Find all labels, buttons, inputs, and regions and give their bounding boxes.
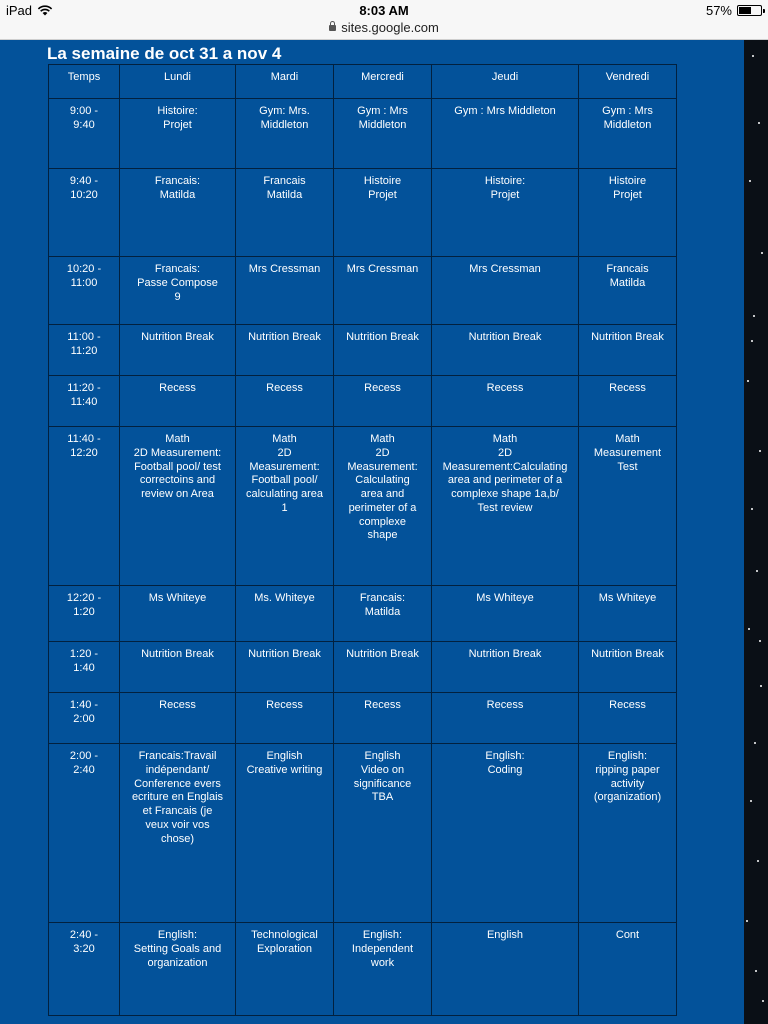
class-label: English Video on significance TBA bbox=[353, 750, 412, 804]
status-right bbox=[706, 3, 762, 18]
class-label: English: ripping paper activity (organization) bbox=[593, 750, 662, 804]
class-label: Recess bbox=[159, 382, 196, 394]
battery-icon bbox=[737, 5, 762, 16]
time-label: 9:40 - 10:20 bbox=[69, 175, 99, 201]
class-label: Gym : Mrs Middleton bbox=[602, 105, 653, 131]
column-header bbox=[120, 65, 236, 99]
class-label: Recess bbox=[266, 699, 303, 711]
column-header-label: Mardi bbox=[270, 71, 299, 83]
class-cell bbox=[334, 586, 432, 642]
class-label: Ms Whiteye bbox=[598, 592, 657, 604]
class-label: Ms Whiteye bbox=[148, 592, 207, 604]
schedule-row bbox=[49, 642, 677, 693]
class-cell bbox=[334, 99, 432, 169]
class-label: Nutrition Break bbox=[468, 648, 542, 660]
battery-fill bbox=[739, 7, 751, 14]
schedule-row bbox=[49, 923, 677, 1016]
class-cell bbox=[334, 693, 432, 744]
star bbox=[759, 450, 761, 452]
class-label: Histoire: Projet bbox=[157, 105, 198, 131]
class-cell bbox=[236, 642, 334, 693]
header-row bbox=[49, 65, 677, 99]
class-label: Gym : Mrs Middleton bbox=[454, 105, 556, 117]
class-label: Ms Whiteye bbox=[476, 592, 534, 604]
class-cell bbox=[432, 744, 579, 923]
class-label: English: Setting Goals and organization bbox=[133, 929, 222, 969]
class-label: Gym: Mrs. Middleton bbox=[259, 105, 310, 131]
class-cell bbox=[120, 376, 236, 427]
time-label: 11:00 - 11:20 bbox=[67, 331, 101, 357]
class-label: Nutrition Break bbox=[591, 331, 664, 343]
schedule-row bbox=[49, 586, 677, 642]
class-label: Cont bbox=[615, 929, 640, 941]
time-cell bbox=[49, 99, 120, 169]
column-header-label: Vendredi bbox=[605, 71, 650, 83]
class-cell bbox=[236, 376, 334, 427]
time-cell bbox=[49, 169, 120, 257]
class-label: Ms. Whiteye bbox=[254, 592, 315, 604]
class-label: English: Coding bbox=[485, 750, 525, 776]
star bbox=[761, 252, 763, 254]
class-cell bbox=[432, 642, 579, 693]
class-label: Histoire Projet bbox=[363, 175, 402, 201]
class-label: Gym : Mrs Middleton bbox=[357, 105, 408, 131]
class-label: English: Independent work bbox=[351, 929, 414, 969]
class-cell bbox=[120, 642, 236, 693]
class-label: Recess bbox=[364, 382, 401, 394]
class-cell bbox=[334, 642, 432, 693]
class-cell bbox=[334, 169, 432, 257]
class-label: Math 2D Measurement: Football pool/ test correctoins and review on Area bbox=[133, 433, 222, 500]
time-cell bbox=[49, 427, 120, 586]
class-cell bbox=[120, 693, 236, 744]
class-cell bbox=[334, 744, 432, 923]
class-label: English bbox=[486, 929, 524, 941]
class-cell bbox=[120, 257, 236, 325]
class-cell bbox=[120, 744, 236, 923]
class-cell bbox=[579, 169, 677, 257]
column-header bbox=[432, 65, 579, 99]
class-label: Mrs Cressman bbox=[469, 263, 541, 275]
star bbox=[746, 920, 748, 922]
url-bar[interactable] bbox=[0, 20, 768, 40]
class-label: Recess bbox=[159, 699, 196, 711]
class-label: Nutrition Break bbox=[346, 648, 419, 660]
class-cell bbox=[120, 586, 236, 642]
class-label: Math 2D Measurement: Calculating area and perimeter of a complexe shape bbox=[347, 433, 418, 542]
class-cell bbox=[579, 257, 677, 325]
star bbox=[759, 640, 761, 642]
time-label: 10:20 - 11:00 bbox=[66, 263, 102, 289]
class-cell bbox=[579, 376, 677, 427]
class-label: Francais:Travail indépendant/ Conference evers ecriture en Englais et Francais (je veux voir vos chose) bbox=[131, 750, 224, 845]
page-content bbox=[0, 40, 768, 1024]
class-cell bbox=[579, 642, 677, 693]
class-label: Recess bbox=[609, 699, 646, 711]
time-label: 12:20 - 1:20 bbox=[66, 592, 102, 618]
time-cell bbox=[49, 257, 120, 325]
page-title: La semaine de oct 31 a nov 4 bbox=[47, 44, 282, 63]
star bbox=[758, 122, 760, 124]
star bbox=[755, 970, 757, 972]
time-cell bbox=[49, 376, 120, 427]
class-cell bbox=[432, 325, 579, 376]
time-cell bbox=[49, 586, 120, 642]
schedule-row bbox=[49, 99, 677, 169]
class-cell bbox=[236, 427, 334, 586]
class-label: Francais: Passe Compose 9 bbox=[137, 263, 218, 303]
time-label: 11:40 - 12:20 bbox=[67, 433, 101, 459]
time-cell bbox=[49, 744, 120, 923]
url-domain[interactable]: sites.google.com bbox=[341, 20, 439, 35]
star bbox=[748, 628, 750, 630]
schedule-row bbox=[49, 427, 677, 586]
time-label: 1:20 - 1:40 bbox=[69, 648, 99, 674]
column-header-label: Lundi bbox=[164, 71, 191, 83]
class-label: Recess bbox=[266, 382, 303, 394]
time-cell bbox=[49, 325, 120, 376]
class-cell bbox=[120, 427, 236, 586]
class-cell bbox=[236, 586, 334, 642]
clock: 8:03 AM bbox=[359, 3, 409, 18]
class-label: Histoire: Projet bbox=[484, 175, 526, 201]
status-bar bbox=[0, 0, 768, 20]
star bbox=[750, 800, 752, 802]
class-cell bbox=[432, 427, 579, 586]
class-label: Francais: Matilda bbox=[359, 592, 406, 618]
class-cell bbox=[432, 693, 579, 744]
class-cell bbox=[236, 693, 334, 744]
star bbox=[762, 1000, 764, 1002]
class-cell bbox=[579, 744, 677, 923]
column-header bbox=[236, 65, 334, 99]
class-cell bbox=[432, 257, 579, 325]
class-label: Nutrition Break bbox=[346, 331, 419, 343]
class-cell bbox=[579, 693, 677, 744]
class-cell bbox=[120, 325, 236, 376]
class-label: Nutrition Break bbox=[468, 331, 542, 343]
star bbox=[751, 508, 753, 510]
class-label: Math 2D Measurement:Calculating area and perimeter of a complexe shape 1a,b/ Test review bbox=[442, 433, 568, 514]
class-cell bbox=[579, 586, 677, 642]
class-label: Recess bbox=[486, 382, 524, 394]
class-label: Mrs Cressman bbox=[346, 263, 419, 275]
class-cell bbox=[334, 427, 432, 586]
star bbox=[756, 570, 758, 572]
class-label: Nutrition Break bbox=[248, 331, 321, 343]
class-label: Francais Matilda bbox=[606, 263, 649, 289]
time-cell bbox=[49, 923, 120, 1016]
class-cell bbox=[432, 169, 579, 257]
class-cell bbox=[120, 923, 236, 1016]
class-label: Recess bbox=[364, 699, 401, 711]
class-label: Math Measurement Test bbox=[593, 433, 662, 473]
class-label: Nutrition Break bbox=[591, 648, 664, 660]
battery-percent: 57% bbox=[705, 3, 732, 18]
class-cell bbox=[579, 325, 677, 376]
star bbox=[753, 315, 755, 317]
schedule-row bbox=[49, 693, 677, 744]
device-label: iPad bbox=[6, 3, 33, 18]
class-label: Nutrition Break bbox=[248, 648, 321, 660]
starfield-background bbox=[744, 40, 768, 1024]
star bbox=[752, 55, 754, 57]
time-cell bbox=[49, 693, 120, 744]
class-cell bbox=[334, 325, 432, 376]
class-label: Francais: Matilda bbox=[154, 175, 201, 201]
class-cell bbox=[120, 99, 236, 169]
time-label: 2:00 - 2:40 bbox=[69, 750, 99, 776]
class-cell bbox=[236, 923, 334, 1016]
class-cell bbox=[579, 99, 677, 169]
class-cell bbox=[236, 744, 334, 923]
schedule-row bbox=[49, 257, 677, 325]
class-cell bbox=[334, 376, 432, 427]
class-cell bbox=[579, 923, 677, 1016]
class-cell bbox=[120, 169, 236, 257]
class-cell bbox=[236, 325, 334, 376]
schedule-row bbox=[49, 744, 677, 923]
star bbox=[747, 380, 749, 382]
lock-icon bbox=[329, 25, 336, 31]
class-label: Francais Matilda bbox=[263, 175, 306, 201]
schedule-row bbox=[49, 376, 677, 427]
class-cell bbox=[236, 257, 334, 325]
star bbox=[749, 180, 751, 182]
column-header-label: Mercredi bbox=[361, 71, 404, 83]
class-cell bbox=[432, 99, 579, 169]
time-label: 1:40 - 2:00 bbox=[69, 699, 99, 725]
class-label: Nutrition Break bbox=[141, 648, 214, 660]
class-label: Recess bbox=[486, 699, 524, 711]
class-cell bbox=[432, 923, 579, 1016]
class-cell bbox=[432, 376, 579, 427]
column-header bbox=[579, 65, 677, 99]
column-header-label: Jeudi bbox=[491, 71, 519, 83]
class-label: English Creative writing bbox=[246, 750, 323, 776]
column-header-label: Temps bbox=[67, 71, 101, 83]
star bbox=[757, 860, 759, 862]
time-label: 9:00 - 9:40 bbox=[69, 105, 99, 131]
class-cell bbox=[236, 99, 334, 169]
class-label: Mrs Cressman bbox=[248, 263, 321, 275]
schedule-row bbox=[49, 169, 677, 257]
class-cell bbox=[579, 427, 677, 586]
class-label: Histoire Projet bbox=[608, 175, 647, 201]
schedule-row bbox=[49, 325, 677, 376]
class-label: Technological Exploration bbox=[251, 929, 318, 955]
column-header bbox=[334, 65, 432, 99]
class-cell bbox=[236, 169, 334, 257]
time-label: 2:40 - 3:20 bbox=[69, 929, 99, 955]
schedule-table bbox=[48, 64, 677, 1016]
star bbox=[754, 742, 756, 744]
column-header bbox=[49, 65, 120, 99]
time-cell bbox=[49, 642, 120, 693]
class-cell bbox=[432, 586, 579, 642]
class-label: Recess bbox=[609, 382, 646, 394]
time-label: 11:20 - 11:40 bbox=[67, 382, 101, 408]
class-cell bbox=[334, 257, 432, 325]
star bbox=[760, 685, 762, 687]
class-cell bbox=[334, 923, 432, 1016]
star bbox=[751, 340, 753, 342]
class-label: Math 2D Measurement: Football pool/ calculating area 1 bbox=[245, 433, 324, 514]
class-label: Nutrition Break bbox=[141, 331, 214, 343]
